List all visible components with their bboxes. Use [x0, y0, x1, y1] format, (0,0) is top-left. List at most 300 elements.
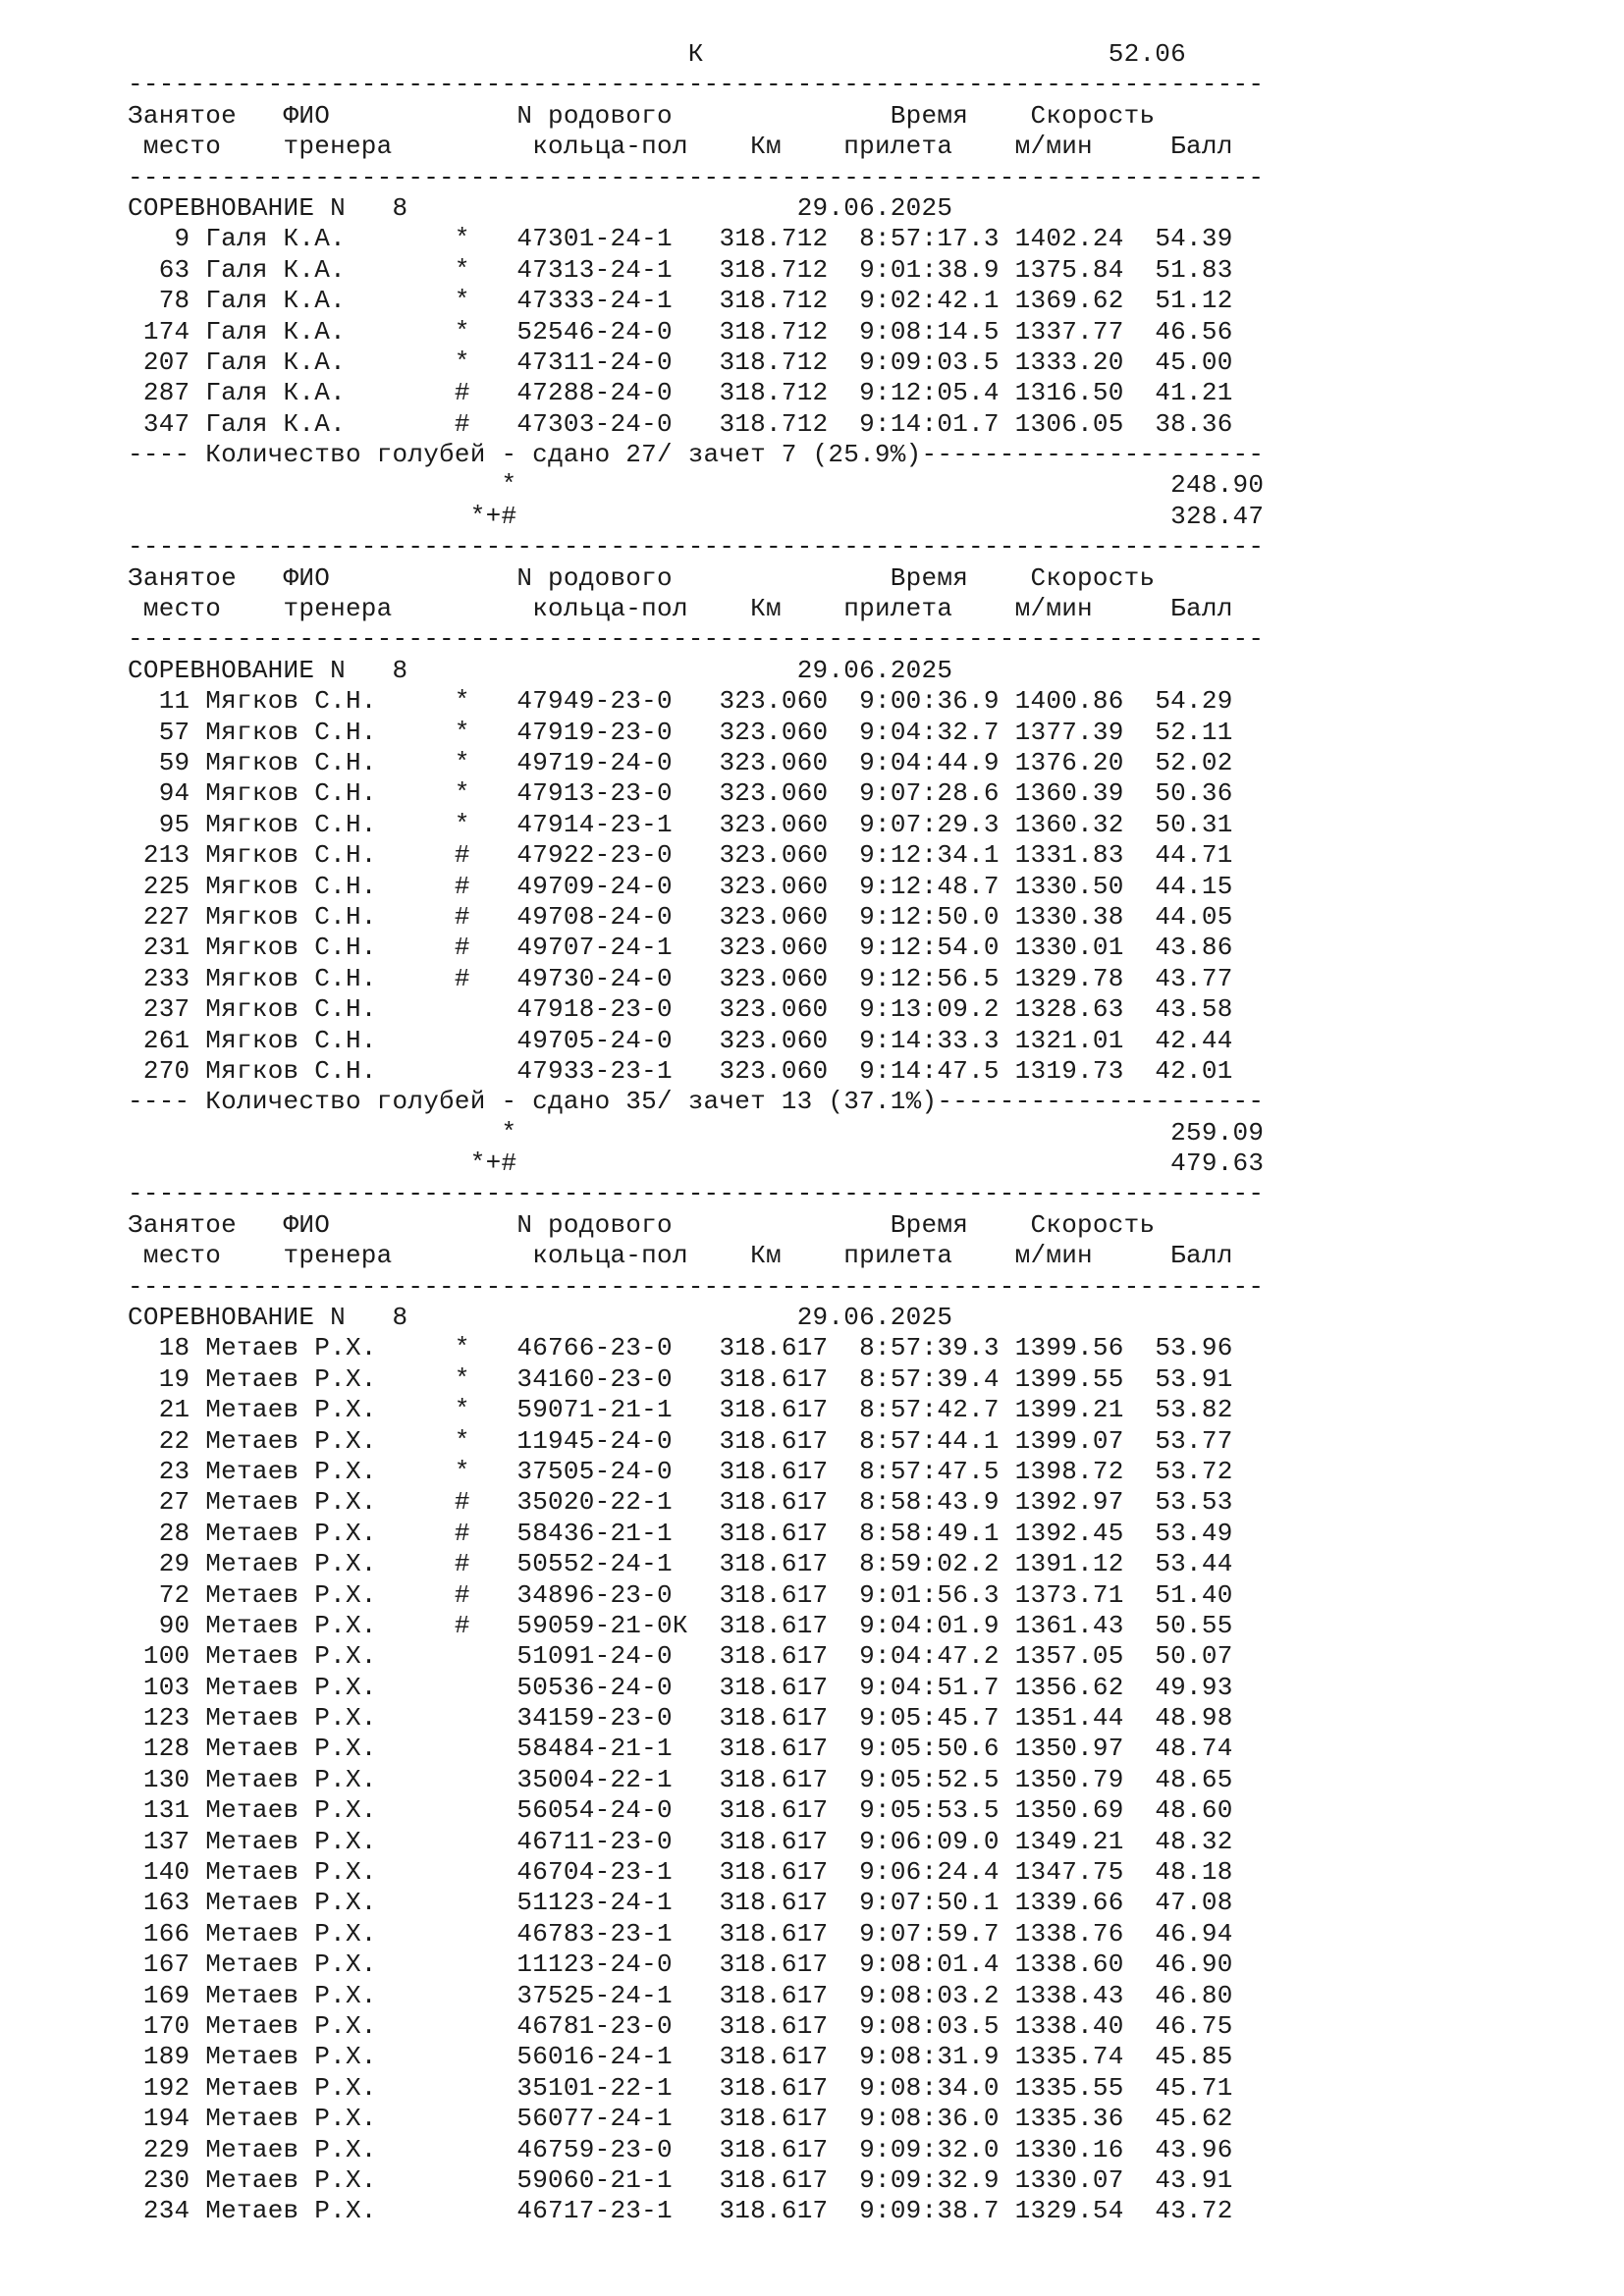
cell-km: 318.712: [719, 347, 829, 377]
cell-mark: [455, 1703, 516, 1733]
cell-mark: #: [454, 871, 517, 901]
cell-place: 174: [128, 316, 190, 347]
cell-speed: 1399.07: [1014, 1425, 1124, 1456]
cell-time: 9:04:47.2: [828, 1641, 1000, 1672]
cell-mark: *: [454, 347, 517, 377]
cell-speed: 1333.20: [1014, 347, 1124, 377]
col-km: Км: [750, 594, 844, 624]
cell-score: 51.12: [1123, 286, 1233, 316]
cell-place: 229: [128, 2134, 190, 2164]
cell-name: Метаев Р.Х.: [205, 1456, 455, 1486]
cell-name: Мягков С.Н.: [205, 871, 455, 901]
cell-mark: [455, 1056, 516, 1086]
cell-mark: [455, 2042, 516, 2071]
cell-speed: 1319.73: [1014, 1055, 1124, 1086]
cell-ring: 49730-24-0: [516, 963, 720, 993]
col-time: прилета: [843, 1241, 1015, 1271]
total-all-row: [128, 502, 1264, 532]
cell-name: Метаев Р.Х.: [205, 1549, 455, 1579]
table-row: [128, 933, 1264, 963]
table-row: [128, 718, 1264, 748]
table-row: [128, 1487, 1264, 1518]
cell-place: 225: [128, 871, 190, 901]
cell-name: Мягков С.Н.: [205, 686, 455, 717]
cell-ring: 34160-23-0: [516, 1363, 720, 1394]
cell-km: 318.617: [719, 1395, 829, 1425]
cell-km: 323.060: [719, 717, 829, 747]
table-row: [128, 255, 1264, 286]
total-all-label: *+#: [469, 1148, 517, 1179]
cell-time: 9:06:24.4: [828, 1857, 1000, 1888]
cell-score: 46.94: [1123, 1918, 1233, 1949]
cell-place: 347: [128, 408, 190, 439]
cell-km: 318.617: [719, 1764, 829, 1794]
cell-place: 59: [128, 747, 190, 777]
cell-place: 261: [128, 1025, 190, 1055]
cell-ring: 56054-24-0: [516, 1795, 720, 1826]
total-star-value: 259.09: [1170, 1117, 1265, 1148]
cell-mark: *: [454, 1333, 517, 1363]
cell-speed: 1338.60: [1014, 1949, 1124, 1980]
table-row: [128, 1395, 1264, 1425]
cell-ring: 46704-23-1: [516, 1857, 720, 1888]
cell-name: Метаев Р.Х.: [205, 1826, 455, 1856]
cell-speed: 1331.83: [1014, 840, 1124, 871]
cell-place: 78: [128, 286, 190, 316]
cell-km: 318.617: [719, 2164, 829, 2195]
cell-score: 51.83: [1123, 254, 1233, 285]
cell-speed: 1316.50: [1014, 378, 1124, 408]
competition-date: 29.06.2025: [796, 1303, 953, 1333]
cell-mark: *: [454, 778, 517, 809]
cell-place: 227: [128, 901, 190, 932]
cell-name: Метаев Р.Х.: [205, 1980, 455, 2010]
cell-ring: 47333-24-1: [516, 286, 720, 316]
col-speed: Скорость: [1030, 100, 1156, 131]
col-score: Балл: [1170, 594, 1233, 624]
cell-mark: *: [454, 286, 517, 316]
cell-mark: *: [454, 809, 517, 839]
cell-ring: 58484-21-1: [516, 1734, 720, 1764]
cell-time: 9:14:33.3: [828, 1025, 1000, 1055]
cell-mark: [455, 1734, 516, 1763]
table-row: [128, 686, 1264, 717]
pigeon-count-summary: Количество голубей - сдано 27/ зачет 7 (25.9%): [205, 440, 922, 470]
cell-ring: 50552-24-1: [516, 1549, 720, 1579]
col-speed: м/мин: [1014, 1241, 1093, 1271]
cell-km: 318.617: [719, 1549, 829, 1579]
cell-km: 318.617: [719, 1703, 829, 1734]
competition-title: [128, 656, 1264, 686]
cell-name: Галя К.А.: [205, 316, 455, 347]
cell-ring: 47301-24-1: [516, 224, 720, 254]
cell-speed: 1400.86: [1014, 686, 1124, 717]
cell-km: 318.617: [719, 1333, 829, 1363]
total-star-row: [128, 1118, 1264, 1148]
cell-name: Мягков С.Н.: [205, 963, 455, 993]
cell-speed: 1339.66: [1014, 1888, 1124, 1918]
cell-time: 9:00:36.9: [828, 686, 1000, 717]
cell-km: 318.617: [719, 1610, 829, 1640]
cell-speed: 1360.39: [1014, 778, 1124, 809]
cell-score: 50.55: [1123, 1610, 1233, 1640]
cell-place: 27: [128, 1487, 190, 1518]
cell-score: 53.44: [1123, 1549, 1233, 1579]
cell-speed: 1402.24: [1014, 224, 1124, 254]
section-summary: ---- Количество голубей - сдано 27/ зачет 7 (25.9%)----------------------: [128, 440, 1265, 470]
cell-speed: 1335.36: [1014, 2104, 1124, 2134]
cell-km: 323.060: [719, 994, 829, 1025]
cell-time: 9:05:53.5: [828, 1795, 1000, 1826]
cell-km: 318.712: [719, 286, 829, 316]
cell-ring: 56016-24-1: [516, 2042, 720, 2072]
cell-mark: #: [454, 1610, 517, 1640]
cell-score: 54.29: [1123, 686, 1233, 717]
total-star-row: [128, 470, 1264, 501]
table-row: [128, 1549, 1264, 1579]
cell-time: 9:07:28.6: [828, 778, 1000, 809]
cell-time: 9:08:03.5: [828, 2011, 1000, 2041]
cell-ring: 47949-23-0: [516, 686, 720, 717]
cell-mark: [455, 1949, 516, 1979]
cell-place: 192: [128, 2072, 190, 2103]
cell-km: 318.617: [719, 1826, 829, 1856]
cell-speed: 1330.07: [1014, 2164, 1124, 2195]
column-header-row: [128, 101, 1264, 132]
cell-score: 46.56: [1123, 316, 1233, 347]
cell-place: 213: [128, 840, 190, 871]
cell-km: 318.617: [719, 1672, 829, 1702]
cell-place: 237: [128, 994, 190, 1025]
cell-km: 318.617: [719, 1795, 829, 1826]
cell-speed: 1338.76: [1014, 1918, 1124, 1949]
cell-score: 42.44: [1123, 1025, 1233, 1055]
cell-km: 318.617: [719, 1641, 829, 1672]
cell-time: 9:07:50.1: [828, 1888, 1000, 1918]
col-place: Занятое: [128, 1209, 237, 1240]
col-ring: кольца-пол: [532, 1241, 751, 1271]
cell-mark: [455, 1765, 516, 1794]
cell-place: 230: [128, 2164, 190, 2195]
competition-number: 8: [392, 1303, 408, 1333]
cell-km: 318.712: [719, 408, 829, 439]
cell-place: 233: [128, 963, 190, 993]
col-name: тренера: [283, 1241, 533, 1271]
cell-km: 323.060: [719, 686, 829, 717]
table-row: [128, 748, 1264, 778]
cell-time: 9:14:47.5: [828, 1055, 1000, 1086]
cell-name: Метаев Р.Х.: [205, 1395, 455, 1425]
table-row: [128, 1795, 1264, 1826]
col-speed: м/мин: [1014, 132, 1093, 162]
cell-time: 9:08:01.4: [828, 1949, 1000, 1980]
cell-ring: 11123-24-0: [516, 1949, 720, 1980]
cell-time: 9:12:50.0: [828, 901, 1000, 932]
cell-place: 21: [128, 1395, 190, 1425]
cell-speed: 1338.40: [1014, 2011, 1124, 2041]
cell-score: 54.39: [1123, 224, 1233, 254]
total-star-value: 248.90: [1170, 470, 1265, 501]
table-row: [128, 224, 1264, 254]
table-row: [128, 810, 1264, 840]
cell-speed: 1338.43: [1014, 1980, 1124, 2010]
table-row: [128, 1703, 1264, 1734]
cell-ring: 59071-21-1: [516, 1395, 720, 1425]
cell-name: Метаев Р.Х.: [205, 1579, 455, 1610]
cell-name: Метаев Р.Х.: [205, 1363, 455, 1394]
page-reference: 52.06: [1108, 39, 1186, 69]
cell-mark: #: [454, 1549, 517, 1579]
cell-ring: 51091-24-0: [516, 1641, 720, 1672]
pigeon-count-summary: Количество голубей - сдано 35/ зачет 13 (37.1%): [205, 1087, 938, 1117]
cell-mark: [455, 2135, 516, 2164]
column-header-row: [128, 132, 1264, 162]
cell-score: 53.77: [1123, 1425, 1233, 1456]
cell-km: 318.617: [719, 2196, 829, 2226]
cell-time: 9:08:14.5: [828, 316, 1000, 347]
cell-time: 9:12:05.4: [828, 378, 1000, 408]
cell-name: Метаев Р.Х.: [205, 2011, 455, 2041]
table-row: [128, 994, 1264, 1025]
cell-place: 137: [128, 1826, 190, 1856]
divider: -------------------------------------------------------------------------: [128, 70, 1265, 100]
cell-place: 103: [128, 1672, 190, 1702]
col-km: Км: [750, 132, 844, 162]
col-place: Занятое: [128, 100, 237, 131]
cell-ring: 49719-24-0: [516, 747, 720, 777]
total-all-value: 479.63: [1170, 1148, 1265, 1179]
col-name: ФИО: [283, 1209, 517, 1240]
cell-score: 44.15: [1123, 871, 1233, 901]
col-score: Балл: [1170, 1241, 1233, 1271]
cell-time: 9:12:54.0: [828, 933, 1000, 963]
cell-time: 8:59:02.2: [828, 1549, 1000, 1579]
cell-name: Метаев Р.Х.: [205, 1703, 455, 1734]
col-score: Балл: [1170, 132, 1233, 162]
cell-place: 234: [128, 2196, 190, 2226]
cell-mark: [455, 1641, 516, 1671]
cell-km: 323.060: [719, 747, 829, 777]
cell-km: 323.060: [719, 901, 829, 932]
cell-score: 45.85: [1123, 2042, 1233, 2072]
cell-ring: 47313-24-1: [516, 254, 720, 285]
cell-mark: [455, 2104, 516, 2133]
col-time: Время: [890, 562, 1031, 593]
cell-score: 53.53: [1123, 1487, 1233, 1518]
cell-mark: #: [454, 840, 517, 871]
table-row: [128, 2104, 1264, 2134]
cell-time: 9:09:38.7: [828, 2196, 1000, 2226]
table-row: [128, 1457, 1264, 1487]
cell-speed: 1349.21: [1014, 1826, 1124, 1856]
total-all-row: [128, 1148, 1264, 1179]
cell-km: 318.617: [719, 2042, 829, 2072]
table-row: [128, 1949, 1264, 1980]
cell-name: Галя К.А.: [205, 408, 455, 439]
cell-ring: 49707-24-1: [516, 933, 720, 963]
cell-mark: #: [454, 1487, 517, 1518]
col-ring: N родового: [516, 1209, 891, 1240]
cell-place: 90: [128, 1610, 190, 1640]
cell-time: 9:08:03.2: [828, 1980, 1000, 2010]
cell-mark: *: [454, 717, 517, 747]
table-row: [128, 1765, 1264, 1795]
cell-time: 9:09:32.9: [828, 2164, 1000, 2195]
cell-ring: 47933-23-1: [516, 1055, 720, 1086]
divider: -------------------------------------------------------------------------: [128, 532, 1265, 562]
cell-km: 318.617: [719, 1857, 829, 1888]
cell-mark: [455, 1795, 516, 1825]
col-speed: Скорость: [1030, 1209, 1156, 1240]
cell-place: 170: [128, 2011, 190, 2041]
total-star-label: *: [501, 470, 517, 501]
cell-place: 207: [128, 347, 190, 377]
cell-name: Метаев Р.Х.: [205, 1795, 455, 1826]
col-name: тренера: [283, 594, 533, 624]
competition-title: [128, 1303, 1264, 1333]
cell-ring: 52546-24-0: [516, 316, 720, 347]
cell-speed: 1399.55: [1014, 1363, 1124, 1394]
cell-score: 41.21: [1123, 378, 1233, 408]
cell-place: 287: [128, 378, 190, 408]
cell-mark: [455, 2073, 516, 2103]
cell-name: Метаев Р.Х.: [205, 2042, 455, 2072]
cell-time: 9:04:32.7: [828, 717, 1000, 747]
cell-km: 318.712: [719, 224, 829, 254]
competition-label: СОРЕВНОВАНИЕ N: [128, 192, 346, 223]
cell-time: 9:13:09.2: [828, 994, 1000, 1025]
cell-time: 9:08:31.9: [828, 2042, 1000, 2072]
cell-name: Мягков С.Н.: [205, 809, 455, 839]
cell-speed: 1330.50: [1014, 871, 1124, 901]
cell-name: Галя К.А.: [205, 286, 455, 316]
cell-mark: *: [454, 1456, 517, 1486]
table-row: [128, 1673, 1264, 1703]
table-row: [128, 1981, 1264, 2011]
cell-ring: 58436-21-1: [516, 1518, 720, 1548]
cell-place: 166: [128, 1918, 190, 1949]
cell-ring: 47913-23-0: [516, 778, 720, 809]
competition-date: 29.06.2025: [796, 192, 953, 223]
cell-km: 318.617: [719, 1949, 829, 1980]
cell-place: 100: [128, 1641, 190, 1672]
cell-time: 9:05:45.7: [828, 1703, 1000, 1734]
cell-speed: 1375.84: [1014, 254, 1124, 285]
cell-name: Метаев Р.Х.: [205, 1918, 455, 1949]
cell-km: 323.060: [719, 809, 829, 839]
competition-label: СОРЕВНОВАНИЕ N: [128, 1303, 346, 1333]
cell-speed: 1351.44: [1014, 1703, 1124, 1734]
cell-score: 53.72: [1123, 1456, 1233, 1486]
cell-name: Мягков С.Н.: [205, 933, 455, 963]
cell-mark: #: [454, 1518, 517, 1548]
divider: -------------------------------------------------------------------------: [128, 162, 1265, 192]
cell-score: 46.75: [1123, 2011, 1233, 2041]
table-row: [128, 1857, 1264, 1888]
table-row: [128, 2042, 1264, 2072]
cell-time: 8:57:39.4: [828, 1363, 1000, 1394]
cell-place: 130: [128, 1764, 190, 1794]
column-header-row: [128, 594, 1264, 624]
cell-ring: 50536-24-0: [516, 1672, 720, 1702]
cell-km: 323.060: [719, 933, 829, 963]
cell-speed: 1376.20: [1014, 747, 1124, 777]
cell-speed: 1392.45: [1014, 1518, 1124, 1548]
cell-km: 318.617: [719, 1456, 829, 1486]
cell-place: 23: [128, 1456, 190, 1486]
cell-score: 43.77: [1123, 963, 1233, 993]
cell-score: 52.02: [1123, 747, 1233, 777]
table-row: [128, 964, 1264, 994]
cell-ring: 47918-23-0: [516, 994, 720, 1025]
cell-place: 163: [128, 1888, 190, 1918]
cell-mark: [455, 1857, 516, 1887]
cell-score: 43.96: [1123, 2134, 1233, 2164]
table-row: [128, 2135, 1264, 2165]
cell-km: 318.617: [719, 1518, 829, 1548]
cell-score: 50.31: [1123, 809, 1233, 839]
cell-ring: 47922-23-0: [516, 840, 720, 871]
col-speed: Скорость: [1030, 562, 1156, 593]
cell-mark: #: [454, 378, 517, 408]
cell-ring: 35020-22-1: [516, 1487, 720, 1518]
cell-km: 323.060: [719, 963, 829, 993]
cell-ring: 47919-23-0: [516, 717, 720, 747]
cell-name: Галя К.А.: [205, 254, 455, 285]
cell-mark: #: [454, 1579, 517, 1610]
divider: -------------------------------------------------------------------------: [128, 624, 1265, 655]
col-name: ФИО: [283, 100, 517, 131]
cell-speed: 1328.63: [1014, 994, 1124, 1025]
cell-km: 323.060: [719, 778, 829, 809]
cell-score: 53.49: [1123, 1518, 1233, 1548]
cell-speed: 1329.54: [1014, 2196, 1124, 2226]
cell-mark: [455, 1673, 516, 1702]
cell-mark: [455, 1888, 516, 1917]
table-row: [128, 2073, 1264, 2104]
cell-place: 95: [128, 809, 190, 839]
cell-km: 318.617: [719, 2104, 829, 2134]
cell-score: 42.01: [1123, 1055, 1233, 1086]
cell-ring: 51123-24-1: [516, 1888, 720, 1918]
col-name: тренера: [283, 132, 533, 162]
cell-score: 48.98: [1123, 1703, 1233, 1734]
cell-ring: 49705-24-0: [516, 1025, 720, 1055]
cell-name: Метаев Р.Х.: [205, 1610, 455, 1640]
cell-ring: 47288-24-0: [516, 378, 720, 408]
cell-score: 48.74: [1123, 1734, 1233, 1764]
cell-km: 323.060: [719, 840, 829, 871]
cell-place: 11: [128, 686, 190, 717]
table-row: [128, 2011, 1264, 2042]
table-row: [128, 1519, 1264, 1549]
cell-name: Мягков С.Н.: [205, 840, 455, 871]
cell-mark: #: [454, 963, 517, 993]
col-ring: N родового: [516, 100, 891, 131]
cell-score: 45.62: [1123, 2104, 1233, 2134]
table-row: [128, 1641, 1264, 1672]
competition-date: 29.06.2025: [796, 655, 953, 685]
cell-time: 9:14:01.7: [828, 408, 1000, 439]
cell-score: 51.40: [1123, 1579, 1233, 1610]
cell-score: 46.90: [1123, 1949, 1233, 1980]
cell-mark: *: [454, 1363, 517, 1394]
cell-ring: 46759-23-0: [516, 2134, 720, 2164]
cell-speed: 1350.69: [1014, 1795, 1124, 1826]
cell-speed: 1391.12: [1014, 1549, 1124, 1579]
cell-km: 323.060: [719, 1055, 829, 1086]
cell-speed: 1330.01: [1014, 933, 1124, 963]
